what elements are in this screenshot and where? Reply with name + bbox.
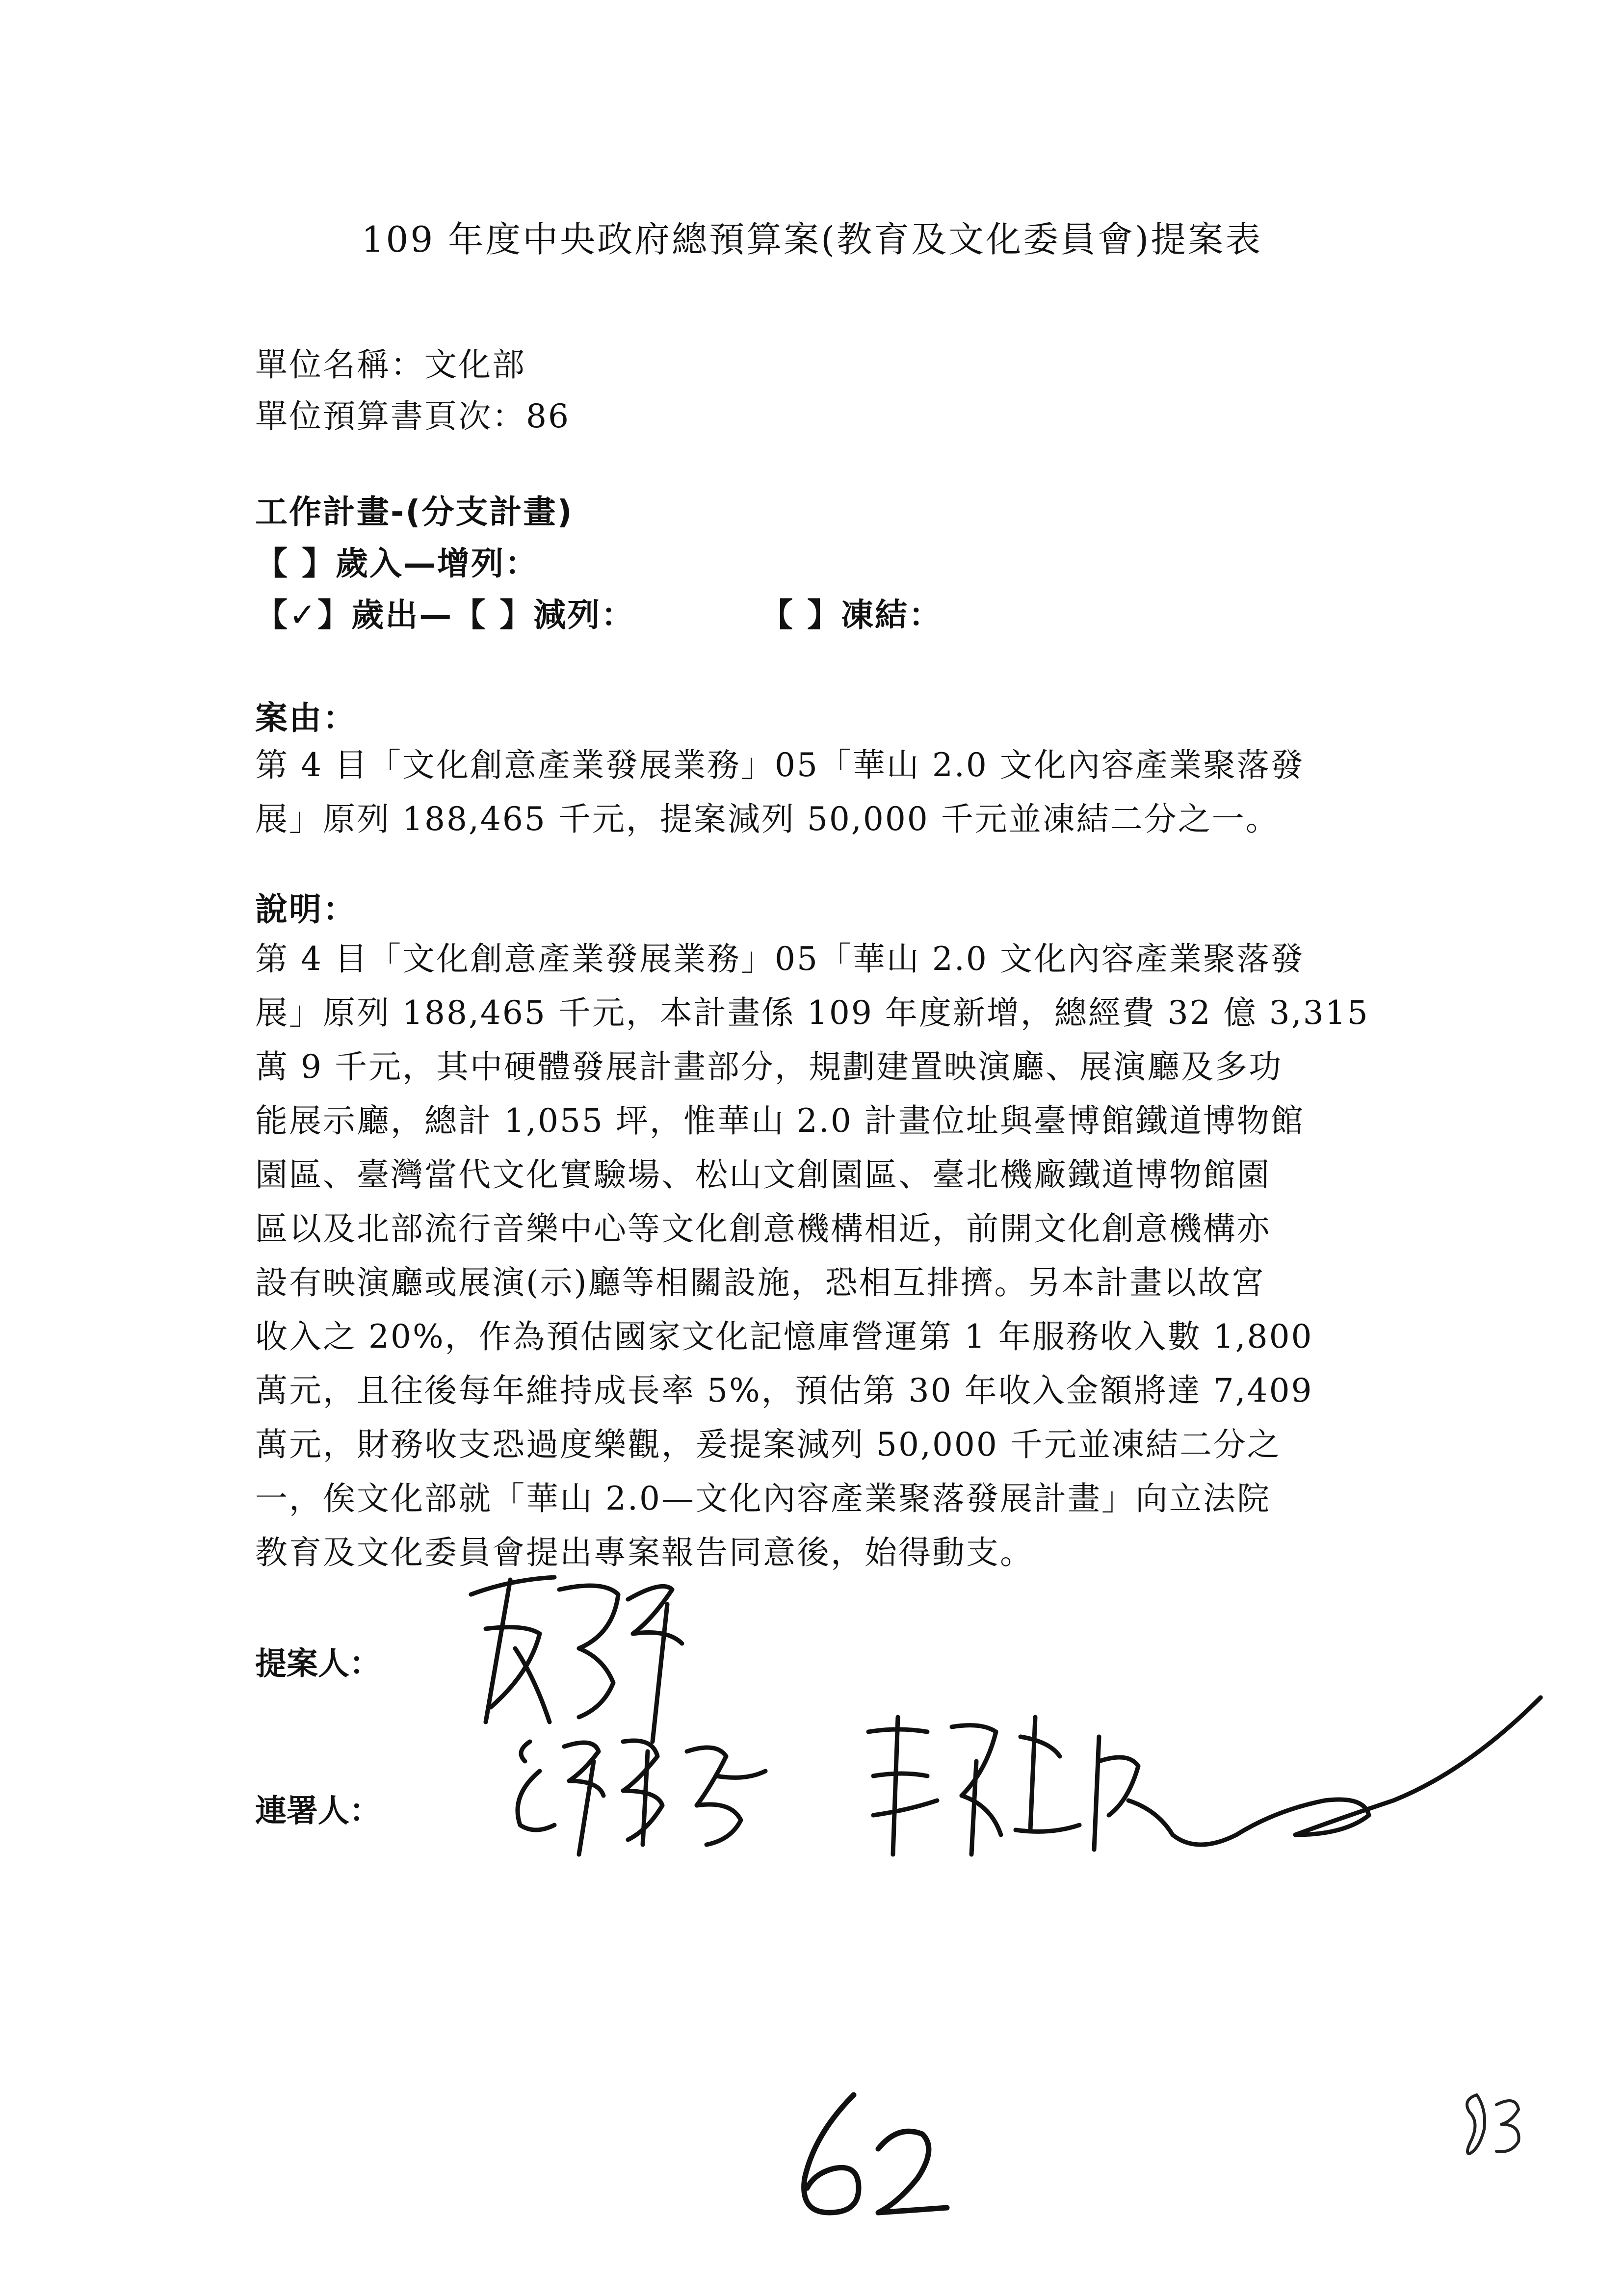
explanation-line: 園區、臺灣當代文化實驗場、松山文創園區、臺北機廠鐵道博物館園 (255, 1156, 1271, 1194)
case-heading: 案由： (255, 699, 357, 737)
explanation-line: 萬元，且往後每年維持成長率 5%，預估第 30 年收入金額將達 7,409 (255, 1372, 1313, 1409)
document-title: 109 年度中央政府總預算案(教育及文化委員會)提案表 (361, 219, 1263, 260)
freeze-checkbox-line: 【 】凍結： (760, 596, 943, 634)
explanation-line: 一，俟文化部就「華山 2.0—文化內容產業聚落發展計畫」向立法院 (255, 1480, 1271, 1517)
explanation-line: 展」原列 188,465 千元，本計畫係 109 年度新增，總經費 32 億 3,315 (255, 994, 1369, 1032)
explanation-line: 教育及文化委員會提出專案報告同意後，始得動支。 (255, 1534, 1034, 1571)
explanation-heading: 說明： (255, 890, 357, 928)
handwritten-page-number (780, 2080, 957, 2227)
budget-page: 單位預算書頁次：86 (255, 397, 570, 435)
explanation-line: 萬元，財務收支恐過度樂觀，爰提案減列 50,000 千元並凍結二分之 (255, 1426, 1281, 1463)
explanation-line: 設有映演廳或展演(示)廳等相關設施，恐相互排擠。另本計畫以故宮 (255, 1264, 1265, 1302)
expense-checkbox-line: 【✓】歲出—【 】減列： (255, 596, 635, 634)
explanation-line: 第 4 目「文化創意產業發展業務」05「華山 2.0 文化內容產業聚落發 (255, 940, 1305, 978)
revenue-checkbox-line: 【 】歲入—增列： (255, 545, 539, 582)
unit-name: 單位名稱：文化部 (255, 346, 526, 384)
explanation-line: 區以及北部流行音樂中心等文化創意機構相近，前開文化創意機構亦 (255, 1210, 1271, 1248)
explanation-line: 收入之 20%，作為預估國家文化記憶庫營運第 1 年服務收入數 1,800 (255, 1318, 1313, 1356)
work-plan-heading: 工作計畫-(分支計畫) (255, 493, 574, 531)
cosigner-signature (854, 1688, 1560, 1884)
case-line: 展」原列 188,465 千元，提案減列 50,000 千元並凍結二分之一。 (255, 800, 1280, 838)
explanation-paragraph (255, 932, 1393, 1580)
cosigner-signature (500, 1707, 805, 1864)
case-paragraph (255, 738, 1393, 846)
proposer-label: 提案人： (255, 1646, 381, 1682)
handwritten-corner-number (1457, 2085, 1536, 2164)
explanation-line: 萬 9 千元，其中硬體發展計畫部分，規劃建置映演廳、展演廳及多功 (255, 1048, 1283, 1086)
case-line: 第 4 目「文化創意產業發展業務」05「華山 2.0 文化內容產業聚落發 (255, 746, 1305, 784)
cosigner-label: 連署人： (255, 1793, 381, 1829)
explanation-line: 能展示廳，總計 1,055 坪，惟華山 2.0 計畫位址與臺博館鐵道博物館 (255, 1102, 1305, 1140)
